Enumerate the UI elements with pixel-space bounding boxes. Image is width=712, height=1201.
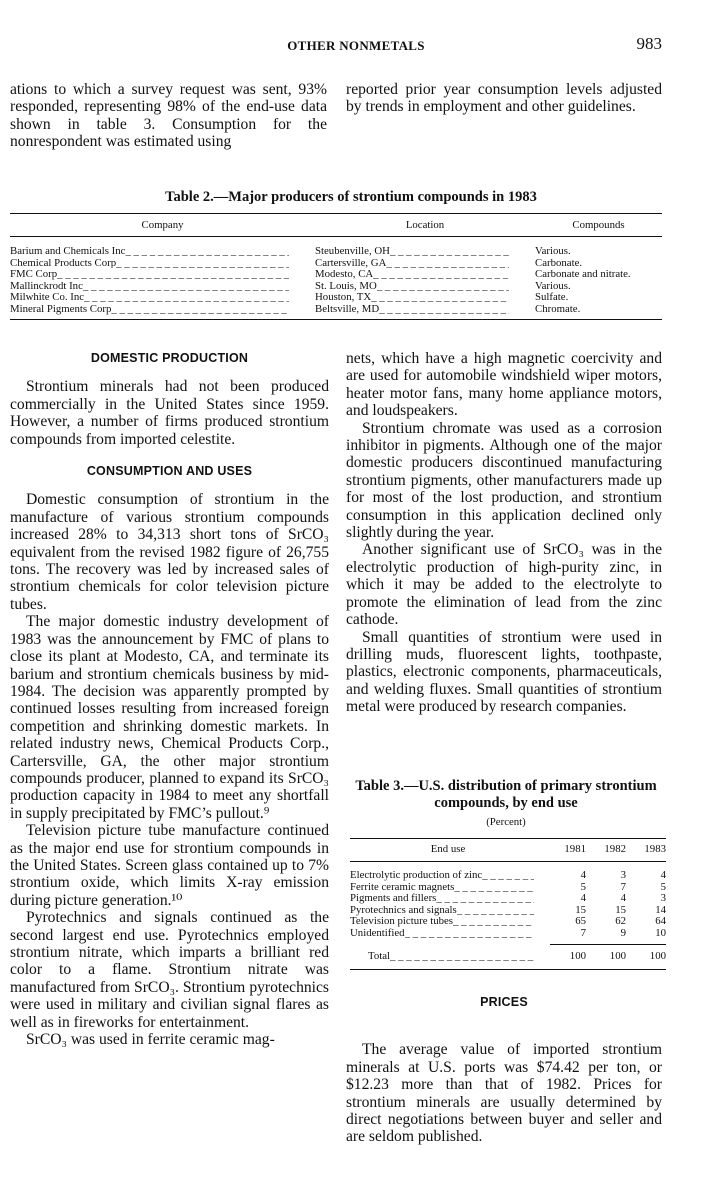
table3-cell-value: 7 — [620, 880, 626, 893]
table3-cell-value: 14 — [655, 903, 666, 916]
table-row — [350, 928, 666, 940]
table3-cell-value: 15 — [615, 903, 626, 916]
table3-cell-value: 62 — [615, 915, 626, 928]
table3-title: Table 3.—U.S. distribution of primary strontium compounds, by end use — [355, 778, 657, 811]
table-row — [10, 280, 662, 292]
table3-cell-value: 4 — [580, 869, 586, 881]
table2-cell-location: Modesto, CA — [315, 268, 374, 280]
table3-cell-value: 64 — [655, 915, 666, 928]
domestic-paragraph: Strontium minerals had not been produced commercially in the United States since 1959. However, a number of firms produced strontium compounds from imported celestite. — [10, 378, 329, 448]
table-row — [10, 245, 662, 257]
table2-title: Table 2.—Major producers of strontium compounds in 1983 — [165, 189, 537, 205]
consumption-heading: CONSUMPTION AND USES — [86, 464, 253, 479]
right-paragraph-3: Another significant use of SrCO₃ was in the electrolytic production of high-purity zinc, in which it may be added to the electrolyte to promote the elimination of lead from the zinc cathode. — [346, 541, 662, 629]
left-column — [10, 350, 329, 1048]
right-paragraph-1: nets, which have a high magnetic coercivity and are used for automobile windshield wiper motors, heater motor fans, many home appliance motors, and loudspeakers. — [346, 350, 662, 420]
table2-cell-location: St. Louis, MO — [315, 279, 377, 292]
table2-cell-location: Cartersville, GA — [315, 256, 387, 269]
table2-cell-location: Houston, TX — [315, 291, 372, 303]
table-row — [10, 303, 662, 315]
table2-cell-compounds: Carbonate and nitrate. — [535, 268, 631, 281]
running-header-title: OTHER NONMETALS — [287, 38, 425, 53]
prices-heading: PRICES — [480, 995, 528, 1009]
table2-cell-company: Chemical Products Corp — [10, 256, 117, 269]
table3-cell-end-use: Pyrotechnics and signals — [350, 904, 457, 916]
table3-total-label: Total — [368, 950, 391, 962]
table-row — [10, 291, 662, 303]
table3-cell-end-use: Ferrite ceramic magnets — [350, 881, 455, 893]
table3-total-1981: 100 — [569, 949, 586, 962]
consumption-paragraph-1: Domestic consumption of strontium in the manufacture of various strontium compounds increased 28% to 34,313 short tons of SrCO₃ equivalent from the revised 1982 figure of 26,755 tons. The recovery was led by increased sales of strontium chemicals for color television picture tubes. — [10, 491, 329, 613]
table3-cell-value: 7 — [580, 926, 586, 939]
table3-cell-value: 65 — [575, 915, 586, 928]
table3-cell-value: 4 — [620, 892, 626, 905]
table3-unit: (Percent) — [486, 816, 526, 828]
consumption-paragraph-2: The major domestic industry development of 1983 was the announcement by FMC of plans to close its plant at Modesto, CA, and terminate its barium and strontium chemicals business by mid-1984. The decision was apparently prompted by continued losses resulting from increased foreign competition and shrinking domestic markets. In related industry news, Chemical Products Corp., Cartersville, GA, the other major strontium compounds producer, planned to expand its SrCO₃ production capacity in 1984 to meet any shortfall in supply precipitated by FMC’s pullout.⁹ — [10, 613, 329, 822]
table3-cell-value: 4 — [580, 892, 586, 905]
table3-cell-value: 5 — [580, 880, 586, 893]
table2-cell-compounds: Sulfate. — [535, 291, 569, 304]
table2-cell-company: Mineral Pigments Corp — [10, 302, 112, 315]
table2-cell-location: Steubenville, OH — [315, 245, 390, 257]
table2-body — [10, 237, 662, 319]
intro-right — [346, 81, 662, 116]
table2-cell-compounds: Various. — [535, 245, 571, 257]
table3-cell-value: 3 — [660, 892, 666, 905]
table2-cell-company: FMC Corp — [10, 268, 58, 280]
table3-header-end-use: End use — [430, 843, 466, 856]
prices-section — [346, 994, 662, 1146]
right-column — [346, 350, 662, 716]
right-paragraph-4: Small quantities of strontium were used in drilling muds, fluorescent lights, toothpaste, plastics, electronic components, pharmaceuticals, and welding fluxes. Small quantities of strontium metal were produced by research companies. — [346, 628, 662, 716]
table-row — [350, 882, 666, 894]
table3-cell-value: 5 — [660, 880, 666, 893]
table2-header-company: Company — [141, 219, 184, 231]
table3-cell-end-use: Electrolytic production of zinc — [350, 870, 483, 881]
table3-header-1982: 1982 — [604, 843, 626, 856]
consumption-paragraph-4: Pyrotechnics and signals continued as the second largest end use. Pyrotechnics employed strontium nitrate, which imparts a brilliant red color to a flame. Strontium nitrate was manufactured from SrCO₃. Strontium pyrotechnics were used in military and civilian signal flares as well as in fireworks for entertainment. — [10, 909, 329, 1031]
table2-cell-compounds: Carbonate. — [535, 256, 583, 269]
table3-total-1983: 100 — [649, 949, 666, 962]
table2-cell-compounds: Chromate. — [535, 302, 581, 315]
intro-left — [10, 81, 327, 151]
table2-header-location: Location — [405, 219, 445, 231]
table3-header-row — [350, 839, 666, 861]
consumption-paragraph-3: Television picture tube manufacture continued as the major end use for strontium compounds in the United States. Screen glass contained up to 7% strontium oxide, which limits X-ray emission during picture generation.¹⁰ — [10, 822, 329, 909]
table3-cell-end-use: Unidentified — [350, 927, 405, 939]
table3-cell-value: 9 — [620, 926, 626, 939]
table3-header-1981: 1981 — [564, 843, 586, 856]
table2-cell-location: Beltsville, MD — [315, 302, 380, 315]
table2-cell-company: Mallinckrodt Inc — [10, 279, 83, 292]
table3-total-row — [350, 945, 666, 969]
prices-paragraph: The average value of imported strontium minerals at U.S. ports was $74.42 per ton, or $12.23 more than that of 1982. Prices for strontium minerals are usually determined by direct negotiations between buyer and seller and are seldom published. — [346, 1041, 662, 1146]
intro-left-text: ations to which a survey request was sent, 93% responded, representing 98% of the end-use data shown in table 3. Consumption for the nonrespondent was estimated using — [10, 81, 327, 151]
page-number: 983 — [636, 34, 662, 53]
table2-header-row — [10, 214, 662, 236]
table2 — [10, 213, 662, 320]
table3-cell-value: 15 — [575, 903, 586, 916]
table3-cell-end-use: Pigments and fillers — [350, 893, 437, 905]
table-row — [350, 916, 666, 928]
table3-header-1983: 1983 — [644, 843, 666, 856]
table3-cell-value: 4 — [660, 869, 666, 881]
table3-cell-value: 10 — [655, 926, 666, 939]
table2-cell-company: Barium and Chemicals Inc — [10, 245, 126, 257]
table3-total-1982: 100 — [609, 949, 626, 962]
consumption-paragraph-5: SrCO₃ was used in ferrite ceramic mag- — [26, 1031, 275, 1049]
right-paragraph-2: Strontium chromate was used as a corrosion inhibitor in pigments. Although one of the major domestic producers discontinued manufacturing strontium pigments, other manufacturers made up for most of the lost production, and strontium consumption in this application declined only slightly during the year. — [346, 419, 662, 542]
table3 — [350, 838, 666, 970]
domestic-production-heading: DOMESTIC PRODUCTION — [90, 351, 249, 365]
table-row — [350, 870, 666, 882]
table2-cell-company: Milwhite Co. Inc — [10, 291, 85, 303]
table-row — [10, 257, 662, 269]
table3-body — [350, 862, 666, 940]
table2-header-compounds: Compounds — [572, 219, 625, 231]
intro-right-text: reported prior year consumption levels adjusted by trends in employment and other guidelines. — [346, 81, 662, 116]
table3-cell-value: 3 — [620, 869, 626, 881]
table3-cell-end-use: Television picture tubes — [350, 916, 453, 928]
table-row — [10, 268, 662, 280]
table2-cell-compounds: Various. — [535, 279, 571, 292]
